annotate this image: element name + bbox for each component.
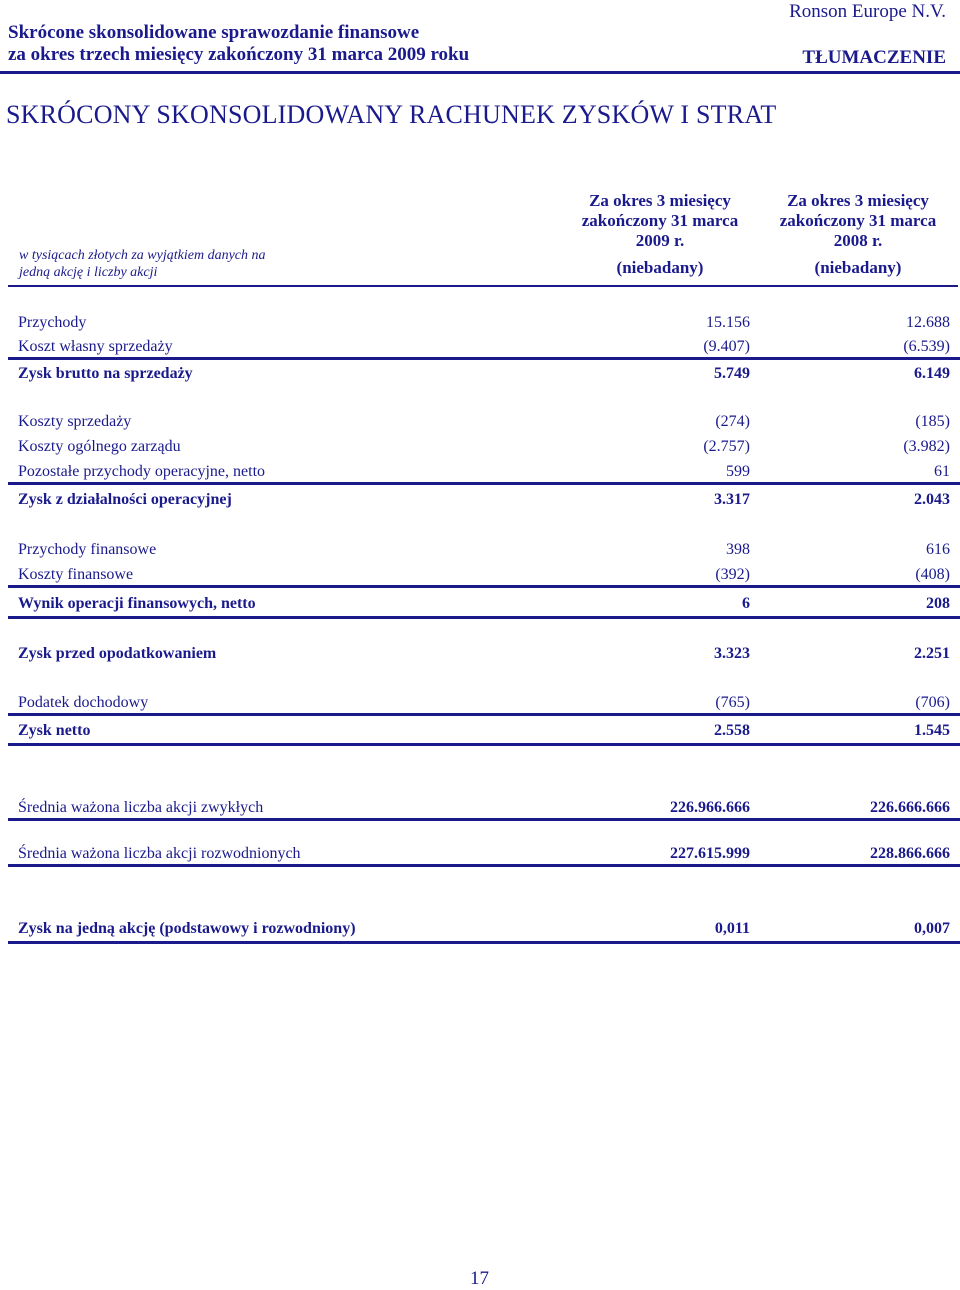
row-value-2008: 61: [934, 463, 950, 480]
table-row: [18, 593, 950, 617]
column-header-line1: Za okres 3 miesięcy: [589, 191, 731, 210]
row-value-2009: (765): [715, 694, 750, 711]
row-value-2008: (706): [915, 694, 950, 711]
row-label: Zysk brutto na sprzedaży: [18, 365, 193, 382]
row-label: Koszt własny sprzedaży: [18, 338, 173, 355]
column-header-divider: [8, 285, 958, 287]
row-value-2009: 227.615.999: [670, 845, 750, 862]
row-label: Średnia ważona liczba akcji rozwodnionych: [18, 845, 301, 862]
table-row: [18, 411, 950, 435]
row-value-2009: (2.757): [703, 438, 750, 455]
row-label: Przychody: [18, 314, 87, 331]
table-row: [18, 461, 950, 485]
row-value-2009: 2.558: [714, 722, 750, 739]
table-row: [18, 564, 950, 588]
table-row: [18, 336, 950, 360]
report-header-title-line1: Skrócone skonsolidowane sprawozdanie finansowe: [8, 22, 420, 43]
column-header-status: (niebadany): [616, 258, 704, 277]
table-row: [18, 539, 950, 563]
table-row: [18, 363, 950, 387]
row-value-2009: 15.156: [706, 314, 750, 331]
row-value-2009: 3.323: [714, 645, 750, 662]
column-header-line1: Za okres 3 miesięcy: [787, 191, 929, 210]
column-header-year: 2008 r.: [833, 231, 883, 250]
column-header-2009: [560, 191, 760, 278]
row-value-2009: 5.749: [714, 365, 750, 382]
row-value-2008: 226.666.666: [870, 799, 950, 816]
row-value-2008: 2.251: [914, 645, 950, 662]
table-row: [18, 436, 950, 460]
column-header-line2: zakończony 31 marca: [779, 211, 937, 230]
report-header-right: [789, 1, 946, 69]
row-value-2009: 6: [742, 595, 750, 612]
header-divider: [0, 71, 960, 74]
row-value-2008: (185): [915, 413, 950, 430]
table-row: [18, 797, 950, 821]
page-number: 17: [470, 1268, 489, 1289]
row-label: Wynik operacji finansowych, netto: [18, 595, 256, 612]
row-value-2008: 0,007: [914, 920, 950, 937]
row-value-2008: 12.688: [906, 314, 950, 331]
row-value-2009: 398: [726, 541, 750, 558]
table-row: [18, 489, 950, 513]
document-title: SKRÓCONY SKONSOLIDOWANY RACHUNEK ZYSKÓW I STRAT: [6, 100, 777, 129]
table-row: [18, 692, 950, 716]
row-value-2008: (6.539): [903, 338, 950, 355]
row-label: Pozostałe przychody operacyjne, netto: [18, 463, 266, 480]
row-label: Zysk netto: [18, 722, 91, 739]
translation-label: TŁUMACZENIE: [802, 47, 946, 68]
row-label: Zysk przed opodatkowaniem: [18, 645, 217, 662]
units-note-line1: w tysiącach złotych za wyjątkiem danych na: [19, 248, 266, 263]
row-label: Koszty ogólnego zarządu: [18, 438, 181, 455]
row-label: Koszty finansowe: [18, 566, 134, 583]
row-value-2009: 3.317: [714, 491, 750, 508]
row-value-2008: 6.149: [914, 365, 950, 382]
table-row: [18, 312, 950, 336]
column-header-status: (niebadany): [814, 258, 902, 277]
row-value-2009: (9.407): [703, 338, 750, 355]
table-row: [18, 918, 950, 942]
table-row: [18, 720, 950, 744]
row-value-2009: (392): [715, 566, 750, 583]
row-value-2009: 599: [726, 463, 750, 480]
row-value-2008: 208: [926, 595, 950, 612]
table-row: [18, 843, 950, 867]
row-value-2009: 226.966.666: [670, 799, 750, 816]
row-value-2009: 0,011: [714, 920, 750, 937]
column-header-line2: zakończony 31 marca: [581, 211, 739, 230]
row-label: Koszty sprzedaży: [18, 413, 132, 430]
column-header-2008: [758, 191, 958, 278]
column-header-year: 2009 r.: [635, 231, 685, 250]
row-label: Zysk z działalności operacyjnej: [18, 491, 232, 508]
row-label: Przychody finansowe: [18, 541, 157, 558]
company-name: Ronson Europe N.V.: [789, 1, 946, 22]
report-header-title: [8, 22, 469, 66]
row-label: Średnia ważona liczba akcji zwykłych: [18, 799, 264, 816]
units-note-line2: jedną akcję i liczby akcji: [19, 265, 158, 280]
row-value-2008: 2.043: [914, 491, 950, 508]
row-value-2008: (408): [915, 566, 950, 583]
row-label: Zysk na jedną akcję (podstawowy i rozwodniony): [18, 920, 356, 937]
row-value-2008: (3.982): [903, 438, 950, 455]
row-value-2008: 616: [926, 541, 950, 558]
row-label: Podatek dochodowy: [18, 694, 149, 711]
table-row: [18, 643, 950, 667]
row-value-2008: 228.866.666: [870, 845, 950, 862]
row-value-2009: (274): [715, 413, 750, 430]
units-note: [19, 247, 266, 281]
row-value-2008: 1.545: [914, 722, 950, 739]
report-header-title-line2: za okres trzech miesięcy zakończony 31 marca 2009 roku: [8, 44, 470, 65]
